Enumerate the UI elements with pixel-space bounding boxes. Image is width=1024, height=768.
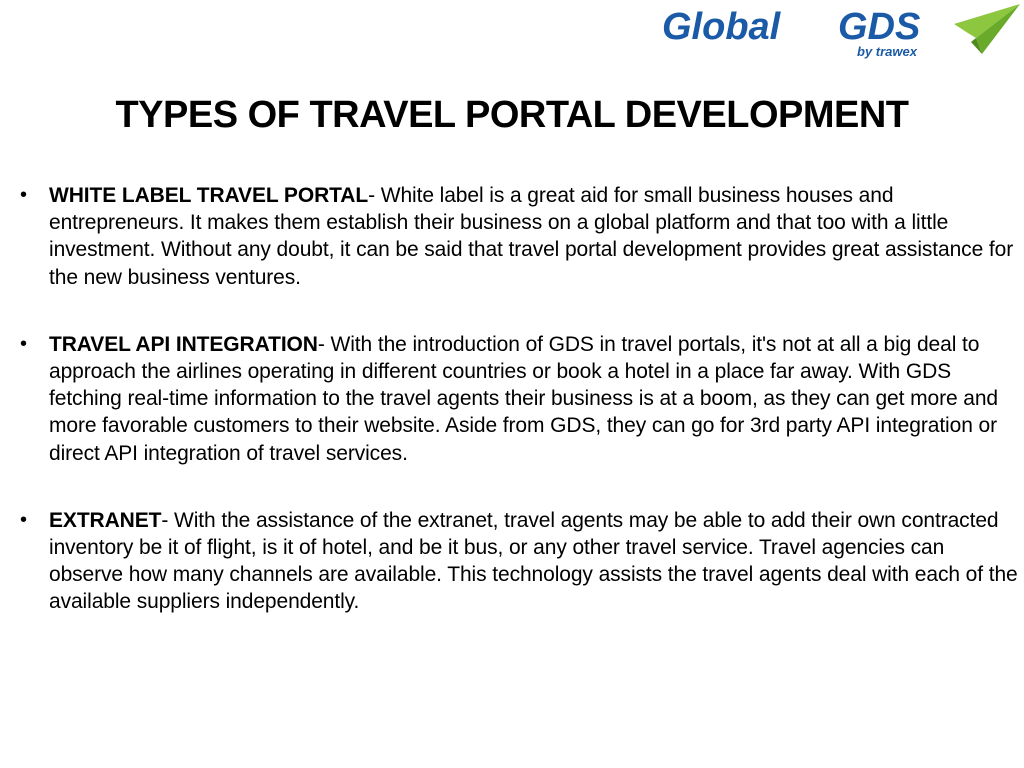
- slide-title: TYPES OF TRAVEL PORTAL DEVELOPMENT: [115, 94, 909, 136]
- bullet-heading: TRAVEL API INTEGRATION: [49, 332, 318, 356]
- bullet-extranet: [18, 507, 1018, 616]
- bullet-marker: •: [20, 508, 27, 531]
- bullet-marker: •: [20, 184, 27, 206]
- logo-tagline: by trawex: [857, 44, 917, 59]
- bullet-api-integration: [18, 331, 1018, 467]
- logo-graphic: [660, 2, 1022, 64]
- bullet-heading: EXTRANET: [49, 508, 162, 532]
- bullet-text: - White label is a great aid for small business houses and entrepreneurs. It makes them establish their business on a global platform and that too with a little investment. Without any doubt, it can be said that travel portal development provides great assistance for the new business ventures.: [49, 184, 1014, 289]
- bullet-marker: •: [20, 332, 27, 355]
- bullet-text: - With the assistance of the extranet, travel agents may be able to add their own contracted inventory be it of flight, is it of hotel, and be it bus, or any other travel service. Travel agencies can observe how many channels are available. This technology assists the travel agents deal with each of the available suppliers independently.: [49, 508, 1018, 614]
- bullet-white-label: [18, 182, 1018, 291]
- paper-plane-icon: [954, 4, 1020, 54]
- logo-word-global: Global: [662, 6, 781, 48]
- bullet-text: - With the introduction of GDS in travel portals, it's not at all a big deal to approach the airlines operating in different countries or book a hotel in a place far away. With GDS fetching real-time information to the travel agents their business is at a boom, as they can get more and more favorable customers to their website. Aside from GDS, they can go for 3rd party API integration or direct API integration of travel services.: [49, 332, 999, 465]
- global-gds-logo: [660, 2, 1022, 64]
- bullet-heading: WHITE LABEL TRAVEL PORTAL: [49, 184, 369, 207]
- bullet-list: [18, 182, 1018, 616]
- logo-word-gds: GDS: [838, 6, 921, 48]
